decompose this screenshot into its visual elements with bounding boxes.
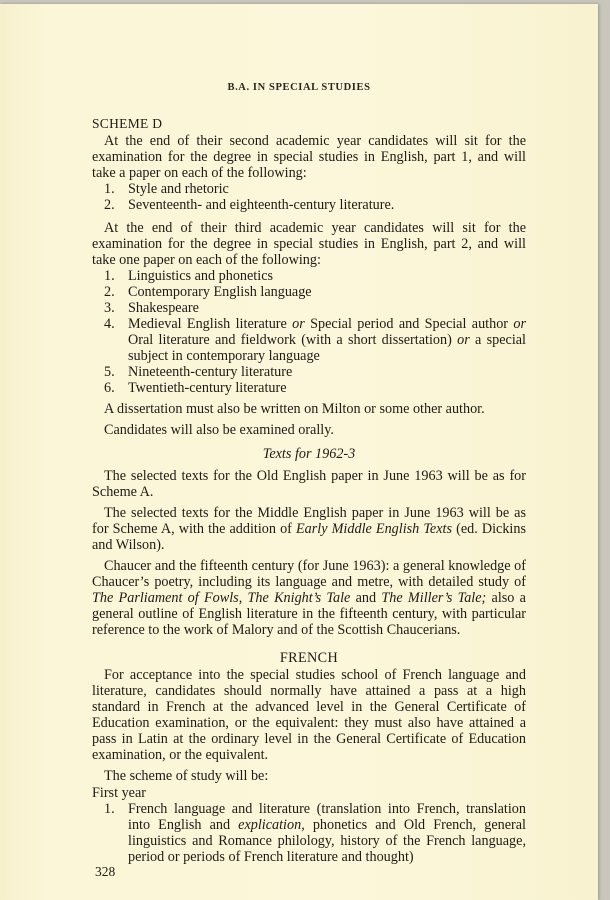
running-head: B.A. IN SPECIAL STUDIES — [227, 82, 371, 93]
item-number: 4. — [104, 316, 115, 332]
text-span: The selected texts for the Middle English paper in June 1963 will be as for Scheme A, with the addition of — [92, 505, 526, 537]
part2-list — [92, 268, 526, 396]
chaucer-texts — [92, 558, 526, 638]
page-number: 328 — [95, 864, 116, 879]
text-span: , — [238, 590, 248, 606]
text-span: (ed. Dickins and Wilson). — [92, 521, 526, 553]
list-item — [104, 197, 526, 213]
item-text: a special subject in contemporary language — [128, 332, 526, 364]
item-text: Medieval English literature — [128, 316, 293, 332]
item-number: 2. — [104, 197, 115, 213]
oral-note: Candidates will also be examined orally. — [104, 422, 334, 438]
texts-heading: Texts for 1962-3 — [262, 446, 356, 462]
item-text: Contemporary English language — [128, 284, 312, 300]
list-item — [104, 316, 526, 364]
item-number: 6. — [104, 380, 115, 396]
list-item — [104, 268, 526, 284]
list-item — [104, 801, 526, 865]
item-number: 1. — [104, 181, 115, 197]
part1-list — [92, 181, 526, 213]
item-text: French language and literature (translation into French, translation into English and — [128, 801, 526, 833]
french-acceptance: For acceptance into the special studies school of French language and literature, candidates should normally have attained a pass at a high standard in French at the advanced level in the General Certificate of Education examination, or the equivalent: they must also have attained a pass in Latin at the ordinary level in the General Certificate of Education examination, or the equivalent. — [92, 667, 526, 763]
item-text: Style and rhetoric — [128, 181, 229, 197]
dissertation-note: A dissertation must also be written on Milton or some other author. — [104, 401, 485, 417]
middle-english-texts — [92, 505, 526, 553]
scheme-d-part2-intro: At the end of their third academic year candidates will sit for the examination for the degree in special studies in English, part 2, and will take one paper on each of the following: — [92, 220, 526, 268]
page-body — [92, 116, 526, 865]
item-text: Special period and Special author — [304, 316, 514, 332]
italic-term: explication — [238, 817, 302, 833]
item-text: , phonetics and Old French, general linguistics and Romance philology, history of the French language, period or periods of French literature and thought) — [128, 817, 526, 865]
item-text: Twentieth-century literature — [128, 380, 287, 396]
item-text: Nineteenth-century literature — [128, 364, 293, 380]
scheme-d-part1-intro: At the end of their second academic year candidates will sit for the examination for the degree in special studies in English, part 1, and will take a paper on each of the following: — [92, 133, 526, 181]
list-item — [104, 300, 526, 316]
item-number: 3. — [104, 300, 115, 316]
item-number: 5. — [104, 364, 115, 380]
list-item — [104, 284, 526, 300]
item-number: 2. — [104, 284, 115, 300]
old-english-texts: The selected texts for the Old English paper in June 1963 will be as for Scheme A. — [92, 468, 526, 500]
list-item — [104, 181, 526, 197]
list-item — [104, 380, 526, 396]
item-text: Linguistics and phonetics — [128, 268, 274, 284]
text-span: and — [350, 590, 382, 606]
french-scheme-intro: The scheme of study will be: — [104, 768, 269, 784]
item-text: Oral literature and fieldwork (with a short dissertation) — [128, 332, 458, 348]
item-text: Shakespeare — [128, 300, 199, 316]
first-year-list — [92, 801, 526, 865]
book-title: Early Middle English Texts — [296, 521, 452, 537]
french-heading: FRENCH — [279, 650, 339, 666]
italic-or: or — [513, 316, 526, 332]
first-year-label: First year — [92, 785, 146, 801]
item-text: Seventeenth- and eighteenth-century literature. — [128, 197, 395, 213]
list-item — [104, 364, 526, 380]
text-span: Chaucer and the fifteenth century (for June 1963): a general knowledge of Chaucer’s poetry, including its language and metre, with detailed study of — [92, 558, 526, 590]
book-title: The Knight’s Tale — [247, 590, 351, 606]
book-title: The Parliament of Fowls — [92, 590, 239, 606]
item-number: 1. — [104, 268, 115, 284]
text-span: also a general outline of English literature in the fifteenth century, with particular reference to the work of Malory and of the Scottish Chaucerians. — [92, 590, 526, 638]
book-page — [0, 4, 598, 900]
scheme-d-title: SCHEME D — [92, 116, 163, 131]
italic-or: or — [457, 332, 470, 348]
item-number: 1. — [104, 801, 115, 817]
book-title: The Miller’s Tale; — [381, 590, 487, 606]
italic-or: or — [292, 316, 305, 332]
